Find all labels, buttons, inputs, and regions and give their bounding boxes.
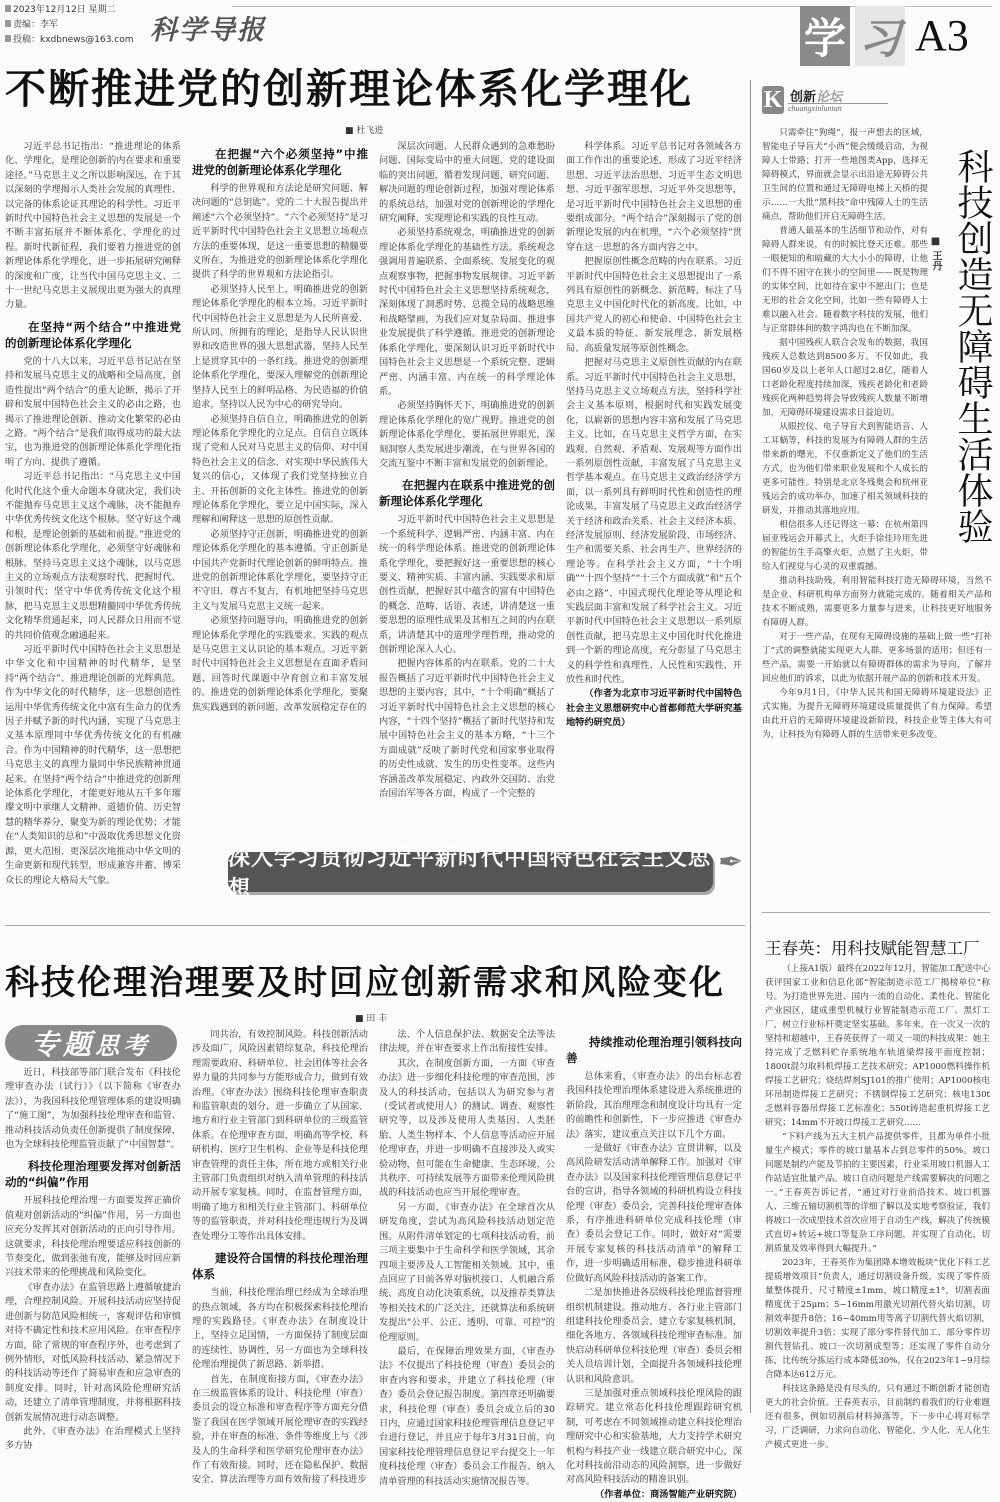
subheading: 在坚持“两个结合”中推进党的创新理论体系化学理化 — [5, 319, 181, 350]
forum-logo-letter: K — [763, 87, 783, 113]
subheading: 科技伦理治理要发挥对创新活动的“纠偏”作用 — [5, 1159, 181, 1190]
paragraph: 党的十八大以来，习近平总书记站在坚持和发展马克思主义的战略和全局高度，创造性提出“两个结合”的重大论断，揭示了开辟和发展中国特色社会主义的必由之路，也揭示了推进理论创新、推动文化繁荣的必由之路。“两个结合”是我们取得成功的最大法宝，也为推进党的创新理论体系化学理化指明了方向、提供了遵循。 — [5, 355, 181, 468]
paragraph: 科技这条路是没有尽头的，只有通过不断创新才能创造更大的社会价值。王春英表示，目前制约着我们的行业难题还有很多，例如切割后材料掉落等，下一步中心将对标学习，广泛调研，力求向自动化、智能化、少人化、无人化生产模式更进一步。 — [765, 1384, 990, 1450]
paragraph: 另一方面，《审查办法》在全球首次从研发角度，尝试为高风险科技活动划定范围。从附件清单划定的七项科技活动看，前三项主要集中于生命科学和医学领域，其余四项主要涉及人工智能相关领域。其中，重点回应了目前各界对脑机接口、人机融合系统、高度自动化决策系统，以及推荐类算法等相关技术的广泛关注，还就算法和系统研发提出“公平、公正、透明、可靠、可控”的伦理原则。 — [379, 1201, 555, 1343]
profile-body — [765, 962, 990, 1450]
article-column — [192, 140, 368, 840]
paragraph: 当前，科技伦理治理已经成为全球治理的热点领域，各方均在积极探索科技伦理治理的实践路径。《审查办法》在制度设计上，坚持立足国情，一方面保持了制度层面的连续性、协调性，另一方面也为全球科技伦理治理提供了新思路、新举措。 — [192, 1287, 368, 1371]
paragraph: 据中国残疾人联合会发布的数据，我国残疾人总数达到8500多万。不仅如此，我国60岁及以上老年人口超过2.8亿，随着人口老龄化程度持续加深，残疾老龄化和老龄残疾化两种趋势将会导致残疾人数量不断增加，无障碍环境建设需求日益迫切。 — [762, 338, 928, 418]
forum-logo-pinyin: chuangxinluntan — [788, 103, 888, 113]
column-logo-text-1: 专题 — [30, 1028, 95, 1061]
top-headline: 不断推进党的创新理论体系化学理化 — [5, 65, 693, 113]
paragraph: 此外，《审查办法》在治理模式上坚持多方协 — [5, 1425, 181, 1452]
paragraph: 推动科技助残，利用智能科技打造无障碍环境，当然不是企业、科研机构单方面努力就能完成的。随着相关产品和技术不断成熟，需要更多力量参与进来，让科技更好地服务有障碍人群。 — [762, 576, 992, 628]
section-rule — [5, 925, 745, 926]
paragraph: 今年9月1日，《中华人民共和国无障碍环境建设法》正式实施，为提升无障碍环境建设质量提供了有力保障。希望由此开启的无障碍环境建设新阶段，科技企业等主体大有可为，让科技为有障碍人群的生活带来更多改变。 — [762, 688, 992, 740]
paragraph: 习近平新时代中国特色社会主义思想是中华文化和中国精神的时代精华，是坚持“两个结合”、推进理论创新的光辉典范。作为中华文化的时代精华，这一思想创造性运用中华优秀传统文化中富有生命力的优秀因子并赋予新的时代内涵，实现了马克思主义基本原理同中华优秀传统文化的有机融合。作为中国精神的时代精华，这一思想把马克思主义的真理力量同中华民族精神贯通起来。在坚持“两个结合”中推进党的创新理论体系化学理化，才能更好地从五千多年璀璨文明中承继人文精神、道德价值、历史智慧的精华养分，聚变为新的理论优势；才能在“人类知识的总和”中汲取优秀思想文化资源，更大范围、更深层次地推动中华文明的生命更新和现代转型，形成兼容并蓄、博采众长的理论大格局大气象。 — [5, 644, 181, 886]
paragraph: 深层次问题、人民群众遇到的急难愁盼问题、国际变局中的重大问题、党的建设面临的突出问题，循着发现问题、研究问题、解决问题的理论创新过程，加强对理论体系的系统总结，加强对党的创新理论的学理化研究阐释，实现理论和实践的良性互动。 — [379, 141, 555, 225]
article-column — [566, 140, 742, 840]
paragraph: 必须坚持系统观念，明确推进党的创新理论体系化学理化的基础性方法。系统观念强调用普遍联系、全面系统、发展变化的观点观察事物，把握事物发展规律。习近平新时代中国特色社会主义思想坚持系统观念，深刻体现了洞悉时势、总揽全局的战略思维和战略擘画，为我们应对复杂局面、推进事业发展提供了科学遵循。推进党的创新理论体系化学理化，要深刻认识习近平新时代中国特色社会主义思想是一个系统完整、逻辑严密、内涵丰富、内在统一的科学理论体系。 — [379, 227, 555, 397]
article-column — [379, 1028, 555, 1487]
forum-rule — [762, 912, 990, 913]
paragraph: 普通人最基本的生活细节和动作，对有障碍人群来说，有的时候比登天还难。那些一眼便知的和暗藏的大大小小的障碍，让他们不得不困守在狭小的空间里——既是物理的实体空间，比如待在家中不愿出门；也是无形的社会文化空间，比如一些有障碍人士难以融入社会。随着数字科技的发展，他们与正常群体间的数字鸿沟也在不断加深。 — [762, 226, 928, 334]
section-char-1: 学 — [800, 6, 850, 66]
column-divider — [750, 80, 751, 1413]
paragraph: 最后，在保障治理效果方面，《审查办法》不仅提出了科技伦理（审查）委员会的审查内容和要求，并建立了科技伦理（审查）委员会登记报告制度。第四章还明确要求，科技伦理（审查）委员会成立后的30日内，应通过国家科技伦理管理信息登记平台进行登记，并且应于每年3月31日前，向国家科技伦理管理信息登记平台提交上一年度科技伦理（审查）委员会工作报告、纳入清单管理的科技活动实施情况报告等。 — [379, 1345, 555, 1487]
paragraph: 必须坚持胸怀天下，明确推进党的创新理论体系化学理化的宽广视野。推进党的创新理论体系化学理化，要拓展世界眼光，深刻洞察人类发展进步潮流，在与世界各国的交流互鉴中不断丰富和发展党的创新理论。 — [379, 400, 555, 469]
paragraph: 开展科技伦理治理一方面要发挥正确价值观对创新活动的“纠偏”作用，另一方面也应充分发挥其对创新活动的正向引导作用。这就要求，科技伦理治理要适应科技创新的节奏变化，做到张弛有度，能够及时回应新兴技术带来的伦理挑战和风险变化。 — [5, 1195, 181, 1279]
column-logo-special-topic — [5, 1025, 177, 1061]
author-note: （作者为北京市习近平新时代中国特色社会主义思想研究中心首都师范大学研究基地特约研究员） — [566, 688, 742, 729]
paragraph: 二是加快推进各层级科技伦理监督管理组织机制建设。推动地方、各行业主管部门组建科技伦理委员会，建立专家复核机制，细化各地方、各领域科技伦理审查标准。加快启动科研单位科技伦理（审查）委员会相关人员培训计划，全面提升各领域科技伦理认识和风险意识。 — [566, 1287, 742, 1385]
ethics-author: ■ 田 丰 — [355, 1014, 388, 1024]
paragraph: 必须坚持问题导向，明确推进党的创新理论体系化学理化的实践要求。实践的观点是马克思主义认识论的基本观点。习近平新时代中国特色社会主义思想是在直面矛盾问题、回答时代课题中孕育创立和丰富发展的。推进党的创新理论体系化学理化，要聚焦实践遇到的新问题、改革发展稳定存在的 — [192, 615, 368, 713]
forum-logo-title-1: 创新 — [790, 90, 817, 105]
editor — [5, 18, 58, 33]
paragraph: 近日，科技部等部门联合发布《科技伦理审查办法（试行）》（以下简称《审查办法》），为我国科技伦理管理体系的建设明确了“施工图”，为加强科技伦理审查和监管、推动科技活动负责任创新提供了制度保障，也为全球科技伦理监管贡献了“中国智慧”。 — [5, 1067, 181, 1151]
page-number: A3 — [915, 11, 969, 60]
article-column — [566, 1028, 742, 1500]
article-column — [379, 140, 555, 840]
article-column — [5, 1066, 181, 1452]
subheading: 建设符合国情的科技伦理治理体系 — [192, 1251, 368, 1282]
section-char-2: 习 — [855, 6, 905, 66]
paragraph: 只需牵住“狗绳”，报一声想去的区域，智能电子导盲犬“小西”便会缓缓启动，为视障人士带路；打开一些地图类App，选择无障碍模式，界面就会显示出沿途无障碍公共卫生间的位置和通过无障碍电梯上天桥的提示……一大批“黑科技”命中残障人士的生活痛点，帮助他们开启无障碍生活。 — [762, 128, 928, 222]
column-logo-text-2: 思考 — [95, 1030, 151, 1060]
paragraph: 科学体系。习近平总书记对各领域各方面工作作出的重要论述，形成了习近平经济思想、习近平法治思想、习近平生态文明思想、习近平强军思想、习近平外交思想等，是习近平新时代中国特色社会主义思想的重要组成部分。“两个结合”深刻揭示了党的创新理论发展的内在机理，“六个必须坚持”贯穿在这一思想的各方面内容之中。 — [566, 141, 742, 253]
author-affiliation: （作者单位：商汤智能产业研究院） — [595, 1488, 742, 1500]
paragraph: 其次，在制度创新方面，一方面《审查办法》进一步细化科技伦理的审查范围，涉及人的科技活动，包括以人为研究参与者（受试者或使用人）的测试、调查、观察性研究等，以及涉及使用人类基因、人类胚胎、人类生物样本、个人信息等活动应开展伦理审查，并进一步明确不直接涉及人或实验动物，但可能在生命健康、生态环境、公共秩序、可持续发展等方面带来伦理风险挑战的科技活动也应当开展伦理审查。 — [379, 1057, 555, 1199]
paragraph: 总体来看，《审查办法》的出台标志着我国科技伦理治理体系建设进入系统推进的新阶段，其治理理念和制度设计均具有一定的前瞻性和创新性，下一步应推进《审查办法》落实，建议重点关注以下几个方面。 — [566, 1071, 742, 1140]
submission-email — [5, 33, 134, 48]
theme-banner: 深入学习贯彻习近平新时代中国特色社会主义思想 — [228, 845, 712, 902]
issue-date-text: 2023年12月12日 星期二 — [13, 5, 116, 15]
paragraph: 习近平新时代中国特色社会主义思想是一个系统科学、逻辑严密、内涵丰富、内在统一的科学理论体系。推进党的创新理论体系化学理化，要把握好这一重要思想的核心要义、精神实质、丰富内涵、实践要求和原创性贡献，把握好其中蕴含的富有中国特色的概念、范畴、话语、表述，讲清楚这一重要思想的原理性成果及其相互之间的内在联系，讲清楚其中的道理学理哲理，推动党的创新理论深入人心。 — [379, 514, 555, 655]
subheading: 在把握内在联系中推进党的创新理论体系化学理化 — [379, 478, 555, 509]
paragraph: 习近平总书记指出：“马克思主义中国化时代化这个重大命题本身就决定，我们决不能抛弃马克思主义这个魂脉，决不能抛弃中华优秀传统文化这个根脉。坚守好这个魂和根，是理论创新的基础和前提。”推进党的创新理论体系化学理化，必须坚守好魂脉和根脉。坚持马克思主义这个魂脉，以马克思主义的立场观点方法观察时代、把握时代、引领时代；坚守中华优秀传统文化这个根脉，把马克思主义思想精髓同中华优秀传统文化精华贯通起来，同人民群众日用而不觉的共同价值观念融通起来。 — [5, 471, 181, 641]
top-author: ■ 杜飞进 — [345, 126, 384, 136]
paragraph: 科学的世界观和方法论是研究问题、解决问题的“总钥匙”。党的二十大报告提出并阐述“六个必须坚持”。“六个必须坚持”是习近平新时代中国特色社会主义思想立场观点方法的重要体现，是这一重要思想的精髓要义所在，为推进党的创新理论体系化学理化提供了科学的世界观和方法论指引。 — [192, 183, 368, 281]
paragraph: 把握对马克思主义原创性贡献的内在联系。习近平新时代中国特色社会主义思想，坚持马克思主义立场观点方法，坚持科学社会主义基本原则，根据时代和实践发展变化，以崭新的思想内容丰富和发展了马克思主义。比如，在马克思主义哲学方面，在实践观、自然观、矛盾观、发展观等方面作出一系列原创性贡献，丰富发展了马克思主义哲学基本观点。在马克思主义政治经济学方面，以一系列具有鲜明时代性和创造性的理论成果，丰富发展了马克思主义政治经济学关于经济和政治关系、社会主义经济本质、经济发展原则、经济发展阶段、市场经济、生产和需要关系、社会再生产、世界经济的理论等。在科学社会主义方面，“十个明确”“十四个坚持”“十三个方面成就”和“五个必由之路”、中国式现代化理论等从理论和实践层面丰富和发展了科学社会主义。习近平新时代中国特色社会主义思想以一系列原创性贡献，把马克思主义中国化时代化推进到一个新的理论高度，充分彰显了马克思主义的科学性和真理性、人民性和实践性、开放性和时代性。 — [566, 357, 742, 686]
issue-date — [5, 3, 116, 18]
paragraph: 把握内容体系的内在联系。党的二十大报告概括了习近平新时代中国特色社会主义思想的主要内容，其中，“十个明确”概括了习近平新时代中国特色社会主义思想的核心内容，“十四个坚持”概括了新时代坚持和发展中国特色社会主义的基本方略，“十三个方面成就”反映了新时代党和国家事业取得的历史性成就、发生的历史性变革。这些内容涵盖改革发展稳定、内政外交国防、治党治国治军等各方面，构成了一个完整的 — [379, 658, 555, 800]
paper-logo: 科学导报 — [150, 15, 266, 46]
paragraph: 法、个人信息保护法、数据安全法等法律法规，并在审查要求上作出衔接性安排。 — [379, 1029, 555, 1055]
subheading: 在把握“六个必须坚持”中推进党的创新理论体系化学理化 — [192, 147, 368, 177]
forum-author: ■ 王丹 — [930, 236, 941, 271]
paragraph: 必须坚持自信自立，明确推进党的创新理论体系化学理化的立足点。自信自立既体现了党和人民对马克思主义的信仰、对中国特色社会主义的信念、对实现中华民族伟大复兴的信心，又体现了我们党坚持独立自主、开拓创新的文化主体性。推进党的创新理论体系化学理化，要立足中国实际，深入理解和阐释这一思想的原创性贡献。 — [192, 413, 368, 526]
profile-headline: 王春英：用科技赋能智慧工厂 — [765, 939, 980, 958]
paragraph: 对于一些产品，在现有无障碍设施的基础上做一些“打补丁”式的调整就能实现更大人群、更多场景的适用；但还有一些产品，需要一开始就以有障碍群体的需求为导向，了解并回应他们的诉求，以此为依据开展产品的创新和技术开发。 — [762, 632, 992, 684]
paragraph: 习近平总书记指出：“推进理论的体系化、学理化，是理论创新的内在要求和重要途径。”马克思主义之所以影响深远，在于其以深刻的学理揭示人类社会发展的真理性、以完备的体系论证其理论的科学性。习近平新时代中国特色社会主义思想的发展是一个不断丰富拓展并不断体系化、学理化的过程。新时代新征程，我们要着力推进党的创新理论体系化学理化，进一步拓展研究阐释的深度和广度，让当代中国马克思主义、二十一世纪马克思主义展现出更为强大的真理力量。 — [5, 141, 181, 311]
paragraph: 《审查办法》在监管思路上遵循敏捷治理，合理控制风险。开展科技活动应坚持促进创新与防范风险相统一，客观评估和审慎对待不确定性和技术应用风险。在审查程序方面，除了常规的审查程序外，也考虑到了例外情形，对低风险科技活动、紧急情况下的科技活动等还作了简易审查和应急审查的制度安排。同时，针对高风险伦理研究活动，还建立了清单管理制度，并将根据科技创新发展情况进行动态调整。 — [5, 1281, 181, 1423]
pen-icon: ✒ — [718, 845, 744, 880]
paragraph: 把握原创性概念范畴的内在联系。习近平新时代中国特色社会主义思想提出了一系列具有原创性的新概念、新范畴，标注了马克思主义中国化时代化的新高度。比如，中国共产党人的初心和使命、中国特色社会主义最本质的特征、新发展理念、新发展格局、高质量发展等原创性概念。 — [566, 256, 742, 354]
forum-logo-title-2: 论坛 — [816, 90, 843, 105]
paragraph: 2023年，王春英作为集团降本增效板块“优化下料工艺提质增效项目”负责人，通过切割设备升级，实现了零件质量整体提升，尺寸精度±1mm，坡口精度±1°，切割表面精度优于25μm；5~16mm用激光切割代替火焰切割，切割效率提升8倍；16~40mm用等离子切割代替火焰切割，切割效率提升3倍；实现了部分零件替代加工、部分零件切割代替钻孔、坡口一次切割成型等；还实现了零件自动分拣，比传统分拣运行成本降低30%，仅在2023年1~9月综合降本达612万元。 — [765, 1258, 990, 1380]
paragraph: 从眼控仪、电子导盲犬到智能语音、人工耳蜗等，科技的发展为有障碍人群的生活带来新的曙光，不仅重新定义了他们的生活方式，也为他们带来职业发展和个人成长的更多可能性。特别是北京冬残奥会和杭州亚残运会的成功举办，加速了相关领域科技的研发，并推动其落地应用。 — [762, 422, 928, 516]
forum-logo — [762, 86, 992, 120]
submission-email-text: 投稿：kxdbnews@163.com — [13, 35, 134, 45]
paragraph: 同共治，有效控制风险。科技创新活动涉及面广，风险因素错综复杂，科技伦理治理需要政府、科研单位、社会团体等社会各界力量的共同参与方能形成合力，做到有效治理。《审查办法》围绕科技伦理审查职责和监管职责的划分，进一步确立了从国家、地方和行业主管部门到科研单位的三级监管体系。在伦理审查方面，明确高等学校、科研机构、医疗卫生机构、企业等是科技伦理审查管理的责任主体，所在地方或相关行业主管部门负责组织对纳入清单管理的科技活动开展专家复核。同时，在监督管理方面，明确了地方和相关行业主管部门、科研单位等的监管职责，并对科技伦理违规行为及调查处理分工等作出具体安排。 — [192, 1029, 368, 1242]
paragraph: 必须坚持人民至上，明确推进党的创新理论体系化学理化的根本立场。习近平新时代中国特色社会主义思想是为人民所喜爱、所认同、所拥有的理论，是指导人民认识世界和改造世界的强大思想武器，坚持人民至上是贯穿其中的一条红线。推进党的创新理论体系化学理化，要深入理解党的创新理论坚持人民至上的鲜明品格、为民造福的价值追求，坚持以人民为中心的研究导向。 — [192, 283, 368, 411]
paragraph: 三是加强对重点领域科技伦理风险的跟踪研究。建立常态化科技伦理跟踪研究机制，可考虑在不同领域推动建立科技伦理治理研究中心和实验基地，大力支持学术研究机构与科技产业一线建立联合研究中心，深化对科技前沿动态的风险洞察，进一步做好对高风险科技活动的精准识别。 — [566, 1387, 742, 1486]
paragraph: 一是做好《审查办法》宣贯讲解，以及高风险研发活动清单解释工作。加强对《审查办法》以及国家科技伦理管理信息登记平台的宣讲，指导各领域的科研机构设立科技伦理（审查）委员会，完善科技伦理审查体系，有序推进科研单位完成科技伦理（审查）委员会登记工作。同时，做好对“需要开展专家复核的科技活动清单”的解释工作，进一步明确适用标准，稳步推进科研单位做好高风险科技活动的备案工作。 — [566, 1143, 742, 1284]
article-column — [192, 1028, 368, 1486]
paragraph: 首先，在制度衔接方面，《审查办法》在三级监管体系的设计、科技伦理（审查）委员会的设立标准和审查程序等方面充分借鉴了我国在医学领域开展伦理审查的实践经验，并在审查的标准、条件等维度上与《涉及人的生命科学和医学研究伦理审查办法》作了有效衔接。同时，还在隐私保护、数据安全、算法治理等方面有效衔接了科技进步 — [192, 1373, 368, 1486]
paragraph: “下料产线为五大主机产品提供零件，且都为单件小批量生产模式；零件的坡口量基本占到总零件的50%。坡口问题是制约产能及节拍的主要因素，行业采用坡口机器人工作站适宜批量产品。坡口自动问题是产线需要解决的问题之一。”王春英告诉记者，“通过对行业前沿技术、坡口机器人、三维五轴切割机等的详细了解以及实地考察验证，我们将坡口一次成型技术首次应用于自动生产线，解决了传统模式直切+转运+坡口等复杂工序问题，并实现了自动化，切割质量及效率得到大幅提升。” — [765, 1132, 990, 1254]
ethics-headline: 科技伦理治理要及时回应创新需求和风险变化 — [5, 963, 725, 1003]
paragraph: 相信很多人还记得这一幕：在杭州第四届亚残运会开幕式上，火炬手徐佳玲用先进的智能仿生手高擎火炬，点燃了主火炬，带给人们视觉与心灵的双重震撼。 — [762, 520, 928, 572]
paragraph: 必须坚持守正创新，明确推进党的创新理论体系化学理化的基本遵循。守正创新是中国共产党新时代理论创新的鲜明特点。推进党的创新理论体系化学理化，要坚持守正不守旧、尊古不复古，有机地把坚持马克思主义与发展马克思主义统一起来。 — [192, 528, 368, 612]
article-column — [5, 140, 181, 895]
paragraph: （上接A1版）最终在2022年12月，智能加工配送中心获评国家工业和信息化部“智能制造示范工厂揭榜单位”称号。为打造世界先进、国内一流的自动化、柔性化、智能化产业园区，建成重型机械行业智能制造示范工厂、黑灯工厂，树立行业标杆奠定坚实基础。多年来，在一次又一次的坚持和超越中，王春英获得了一项又一项的科技成果：她主持完成了乏燃料贮存系统地车轨道梁焊接平面度控制；1800t混匀取料机焊接工艺技术研究；AP1000燃料操作机焊接工艺研究；烧结焊剂SJ101的推广使用；AP1000核电环吊制造焊接工艺研究；不锈钢焊接工艺研究；核电130t乏燃料容器吊焊接工艺标准化；550t铸造起重机焊接工艺研究；14mm不开坡口焊接工艺研究…… — [765, 964, 990, 1128]
forum-title: 科技创造无障碍生活体验 — [952, 148, 993, 544]
subheading: 持续推动伦理治理引领科技向善 — [566, 1035, 742, 1065]
editor-text: 责编：李军 — [13, 20, 59, 30]
forum-article-body — [762, 126, 992, 901]
